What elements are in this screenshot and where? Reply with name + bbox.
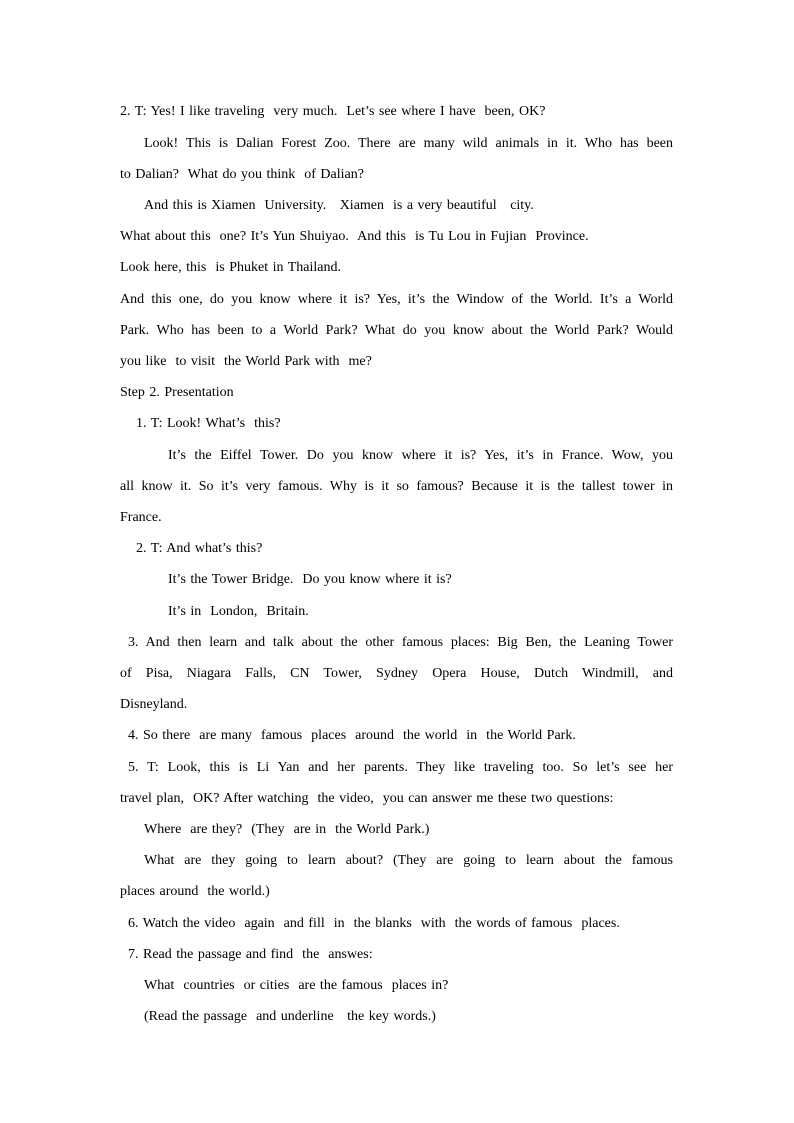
text-line-8: Park. Who has been to a World Park? What do you know about the World Park? Would [120, 323, 673, 338]
text-line-2: Look! This is Dalian Forest Zoo. There are many wild animals in it. Who has been [144, 136, 673, 151]
text-line-24: Where are they? (They are in the World Park.) [144, 822, 430, 837]
text-line-12: It’s the Eiffel Tower. Do you know where it is? Yes, it’s in France. Wow, you [168, 448, 673, 463]
text-line-30: (Read the passage and underline the key words.) [144, 1009, 436, 1024]
text-line-1: 2. T: Yes! I like traveling very much. Let’s see where I have been, OK? [120, 104, 546, 119]
text-line-5: What about this one? It’s Yun Shuiyao. And this is Tu Lou in Fujian Province. [120, 229, 589, 244]
text-line-25: What are they going to learn about? (They are going to learn about the famous [144, 853, 673, 868]
text-line-14: France. [120, 510, 162, 525]
text-line-4: And this is Xiamen University. Xiamen is a very beautiful city. [144, 198, 534, 213]
section-heading-step-2: Step 2. Presentation [120, 385, 234, 400]
text-line-27: 6. Watch the video again and fill in the blanks with the words of famous places. [128, 916, 620, 931]
text-line-22: 5. T: Look, this is Li Yan and her parents. They like traveling too. So let’s see her [128, 760, 673, 775]
text-line-16: It’s the Tower Bridge. Do you know where it is? [168, 572, 452, 587]
text-line-26: places around the world.) [120, 884, 270, 899]
text-line-21: 4. So there are many famous places around the world in the World Park. [128, 728, 576, 743]
text-line-7: And this one, do you know where it is? Yes, it’s the Window of the World. It’s a World [120, 292, 673, 307]
text-line-17: It’s in London, Britain. [168, 604, 309, 619]
text-line-3: to Dalian? What do you think of Dalian? [120, 167, 364, 182]
text-line-11: 1. T: Look! What’s this? [136, 416, 281, 431]
text-line-15: 2. T: And what’s this? [136, 541, 263, 556]
text-line-6: Look here, this is Phuket in Thailand. [120, 260, 341, 275]
text-line-18: 3. And then learn and talk about the other famous places: Big Ben, the Leaning Tower [128, 635, 673, 650]
text-line-19: of Pisa, Niagara Falls, CN Tower, Sydney Opera House, Dutch Windmill, and [120, 666, 673, 681]
text-line-13: all know it. So it’s very famous. Why is it so famous? Because it is the tallest tower in [120, 479, 673, 494]
text-line-9: you like to visit the World Park with me? [120, 354, 372, 369]
text-line-20: Disneyland. [120, 697, 188, 712]
text-line-29: What countries or cities are the famous places in? [144, 978, 449, 993]
text-line-28: 7. Read the passage and find the answes: [128, 947, 373, 962]
text-line-23: travel plan, OK? After watching the video, you can answer me these two questions: [120, 791, 614, 806]
